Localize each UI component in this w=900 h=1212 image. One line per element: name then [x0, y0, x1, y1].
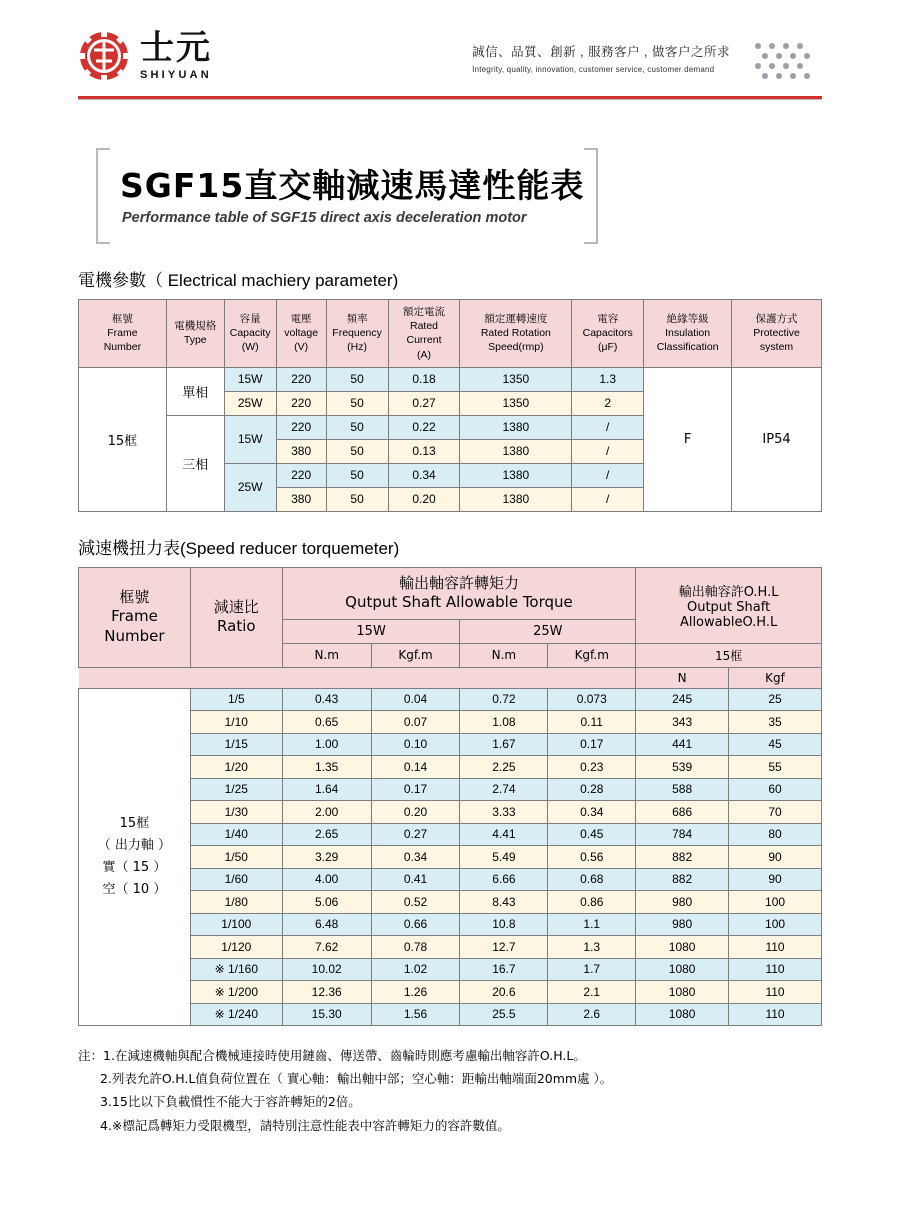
cell-kgfm-25w: 1.1 [548, 913, 636, 936]
cell-rated-current: 0.18 [388, 367, 460, 391]
col-subheader-15w: 15W [282, 619, 460, 643]
cell-kgfm-15w: 1.56 [371, 1003, 460, 1026]
cell-ohl-n: 441 [636, 733, 729, 756]
cell-ratio: 1/10 [190, 711, 282, 734]
table-row [79, 367, 822, 391]
slogan-cn: 誠信、品質、創新 , 服務客户 , 做客户之所求 [472, 45, 730, 59]
cell-rated-speed: 1380 [460, 463, 572, 487]
cell-kgfm-25w: 0.56 [548, 846, 636, 869]
cell-nm-15w: 2.65 [282, 823, 371, 846]
page-title [96, 148, 616, 244]
table-row [79, 913, 822, 936]
cell-frequency: 50 [326, 415, 388, 439]
cell-nm-25w: 12.7 [460, 936, 548, 959]
cell-kgfm-15w: 0.07 [371, 711, 460, 734]
cell-frame-label [79, 688, 191, 1026]
cell-ohl-kgf: 25 [729, 688, 822, 711]
cell-kgfm-25w: 0.34 [548, 801, 636, 824]
cell-nm-15w: 2.00 [282, 801, 371, 824]
col-allowable-ohl-cn: 輸出軸容許O.H.L [678, 584, 779, 600]
col-frame-number-cn: 框號 [111, 313, 133, 326]
cell-kgfm-25w: 0.28 [548, 778, 636, 801]
cell-kgfm-15w: 1.02 [371, 958, 460, 981]
cell-nm-15w: 12.36 [282, 981, 371, 1004]
cell-ohl-kgf: 110 [729, 958, 822, 981]
col-voltage-en: voltage [284, 327, 319, 340]
cell-capacitors: / [572, 439, 644, 463]
cell-capacitors: / [572, 463, 644, 487]
cell-nm-15w: 7.62 [282, 936, 371, 959]
slogan-en: Integrity, quality, innovation, customer service, customer demand [472, 65, 715, 74]
table-row [79, 1003, 822, 1026]
footnote-3: 3.15比以下負載慣性不能大于容許轉矩的2倍。 [100, 1094, 361, 1110]
cell-kgfm-15w: 0.66 [371, 913, 460, 936]
col-rated-speed [460, 300, 572, 368]
cell-ratio: 1/30 [190, 801, 282, 824]
col-unit-kgf: Kgf [729, 667, 822, 688]
col-rated-current-unit: (A) [417, 348, 432, 361]
section-heading-torque [78, 534, 900, 559]
cell-insulation: F [644, 367, 732, 511]
col-allowable-ohl-en-2: AllowableO.H.L [679, 614, 778, 630]
cell-ohl-n: 1080 [636, 958, 729, 981]
col-insulation-en-1: Insulation [665, 327, 711, 340]
cell-kgfm-15w: 0.52 [371, 891, 460, 914]
cell-kgfm-15w: 0.20 [371, 801, 460, 824]
col-frequency-unit: (Hz) [347, 341, 367, 354]
cell-ratio: 1/120 [190, 936, 282, 959]
cell-nm-25w: 4.41 [460, 823, 548, 846]
col-capacitors-cn: 電容 [597, 313, 619, 326]
footnote-2: 2.列表允許O.H.L值負荷位置在（ 實心軸：輸出軸中部；空心軸：距輸出軸端面20mm處 ）。 [100, 1071, 613, 1087]
page-header [0, 0, 900, 110]
col-type [166, 300, 224, 368]
cell-frame-number: 15框 [79, 367, 167, 511]
col-subheader-frame15: 15框 [636, 643, 822, 667]
col-protective-en-2: system [759, 341, 794, 354]
table-row [79, 958, 822, 981]
table-row [79, 801, 822, 824]
col-ratio [190, 567, 282, 667]
title-bracket-left [96, 148, 110, 244]
col-frame-number [79, 567, 191, 667]
col-type-en: Type [183, 334, 207, 347]
cell-capacitors: 1.3 [572, 367, 644, 391]
decorative-dots [752, 40, 822, 85]
col-insulation-en-2: Classification [656, 341, 719, 354]
cell-ohl-kgf: 100 [729, 913, 822, 936]
col-unit-nm-25w: N.m [460, 643, 548, 667]
cell-capacitors: / [572, 487, 644, 511]
logo-name-en: SHIYUAN [140, 69, 212, 81]
col-allowable-torque-cn: 輸出軸容許轉矩力 [398, 573, 519, 592]
table-header-row [79, 300, 822, 368]
footnotes [78, 1044, 900, 1137]
cell-ratio: 1/15 [190, 733, 282, 756]
col-capacity-en: Capacity [229, 327, 271, 340]
table-row [79, 891, 822, 914]
cell-kgfm-25w: 1.7 [548, 958, 636, 981]
cell-ohl-n: 1080 [636, 1003, 729, 1026]
cell-kgfm-25w: 2.1 [548, 981, 636, 1004]
table-row [79, 733, 822, 756]
cell-ohl-n: 882 [636, 846, 729, 869]
cell-kgfm-25w: 0.11 [548, 711, 636, 734]
section1-heading-cn: 電機參數 [78, 271, 146, 291]
cell-ratio: 1/25 [190, 778, 282, 801]
cell-kgfm-25w: 0.68 [548, 868, 636, 891]
col-type-cn: 電機規格 [174, 320, 217, 333]
title-cn: SGF15直交軸減速馬達性能表 [120, 166, 585, 205]
table-header-row [79, 667, 822, 688]
col-insulation-cn: 絶緣等級 [666, 313, 709, 326]
cell-kgfm-15w: 0.04 [371, 688, 460, 711]
col-voltage-unit: (V) [294, 341, 309, 354]
cell-voltage: 220 [276, 367, 326, 391]
col-allowable-torque [282, 567, 635, 619]
cell-nm-25w: 16.7 [460, 958, 548, 981]
cell-kgfm-25w: 0.45 [548, 823, 636, 846]
cell-ohl-kgf: 100 [729, 891, 822, 914]
cell-ohl-n: 1080 [636, 936, 729, 959]
table-row [79, 936, 822, 959]
cell-nm-25w: 8.43 [460, 891, 548, 914]
cell-rated-speed: 1350 [460, 391, 572, 415]
cell-kgfm-15w: 0.41 [371, 868, 460, 891]
cell-ohl-kgf: 45 [729, 733, 822, 756]
cell-frequency: 50 [326, 367, 388, 391]
table-row [79, 688, 822, 711]
cell-kgfm-15w: 1.26 [371, 981, 460, 1004]
cell-ohl-n: 882 [636, 868, 729, 891]
cell-ratio: 1/50 [190, 846, 282, 869]
col-frame-number-cn: 框號 [119, 587, 150, 606]
cell-ohl-n: 686 [636, 801, 729, 824]
cell-ohl-n: 245 [636, 688, 729, 711]
cell-ratio: 1/20 [190, 756, 282, 779]
cell-nm-25w: 20.6 [460, 981, 548, 1004]
cell-nm-15w: 1.35 [282, 756, 371, 779]
col-rated-current [388, 300, 460, 368]
cell-nm-25w: 5.49 [460, 846, 548, 869]
table-row [79, 778, 822, 801]
logo-name-cn: 士元 [140, 28, 212, 68]
cell-nm-15w: 1.64 [282, 778, 371, 801]
cell-nm-25w: 0.72 [460, 688, 548, 711]
col-unit-nm-15w: N.m [282, 643, 371, 667]
cell-nm-25w: 6.66 [460, 868, 548, 891]
col-ratio-cn: 減速比 [213, 597, 259, 616]
cell-kgfm-25w: 2.6 [548, 1003, 636, 1026]
col-capacity-unit: (W) [241, 341, 259, 354]
table-row [79, 711, 822, 734]
cell-ohl-kgf: 80 [729, 823, 822, 846]
company-logo [78, 30, 212, 82]
cell-voltage: 220 [276, 415, 326, 439]
cell-kgfm-15w: 0.78 [371, 936, 460, 959]
col-rated-current-en-1: Rated [410, 320, 439, 333]
col-frame-number-en-2: Number [103, 341, 142, 354]
cell-nm-25w: 2.25 [460, 756, 548, 779]
cell-nm-25w: 1.08 [460, 711, 548, 734]
cell-rated-current: 0.27 [388, 391, 460, 415]
col-capacitors-unit: (μF) [597, 341, 618, 354]
cell-nm-25w: 3.33 [460, 801, 548, 824]
table-header-row [79, 567, 822, 619]
col-frame-number-en-1: Frame [111, 607, 158, 626]
cell-frame-label-4: 空（ 10 ） [102, 882, 167, 898]
cell-ohl-n: 343 [636, 711, 729, 734]
cell-nm-15w: 15.30 [282, 1003, 371, 1026]
cell-frequency: 50 [326, 391, 388, 415]
col-protective-en-1: Protective [753, 327, 800, 340]
cell-ohl-n: 980 [636, 891, 729, 914]
cell-ohl-kgf: 110 [729, 981, 822, 1004]
company-slogan [472, 42, 730, 74]
cell-capacitors: / [572, 415, 644, 439]
col-protective-cn: 保護方式 [755, 313, 798, 326]
cell-ohl-n: 980 [636, 913, 729, 936]
col-ratio-en: Ratio [217, 617, 256, 636]
speed-reducer-torque-table [78, 567, 822, 1027]
cell-ratio: 1/80 [190, 891, 282, 914]
col-allowable-ohl-en-1: Output Shaft [686, 599, 771, 615]
col-unit-kgfm-15w: Kgf.m [371, 643, 460, 667]
cell-ohl-n: 1080 [636, 981, 729, 1004]
cell-nm-15w: 3.29 [282, 846, 371, 869]
table-row [79, 823, 822, 846]
title-en: Performance table of SGF15 direct axis deceleration motor [122, 210, 527, 226]
cell-voltage: 380 [276, 487, 326, 511]
cell-nm-25w: 25.5 [460, 1003, 548, 1026]
cell-kgfm-15w: 0.27 [371, 823, 460, 846]
col-protective [732, 300, 822, 368]
cell-frequency: 50 [326, 439, 388, 463]
cell-ratio: ※ 1/240 [190, 1003, 282, 1026]
col-capacitors-en: Capacitors [582, 327, 633, 340]
cell-kgfm-25w: 1.3 [548, 936, 636, 959]
col-voltage [276, 300, 326, 368]
col-capacity [224, 300, 276, 368]
cell-ratio: ※ 1/160 [190, 958, 282, 981]
cell-kgfm-15w: 0.14 [371, 756, 460, 779]
cell-capacitors: 2 [572, 391, 644, 415]
col-insulation [644, 300, 732, 368]
section2-heading-en: (Speed reducer torquemeter) [180, 538, 400, 558]
cell-ohl-kgf: 60 [729, 778, 822, 801]
cell-nm-15w: 5.06 [282, 891, 371, 914]
col-frame-number-en-1: Frame [107, 327, 138, 340]
col-capacitors [572, 300, 644, 368]
cell-rated-current: 0.22 [388, 415, 460, 439]
cell-ohl-kgf: 55 [729, 756, 822, 779]
col-rated-speed-en-1: Rated Rotation [480, 327, 551, 340]
col-rated-current-en-2: Current [406, 334, 442, 347]
col-rated-speed-cn: 額定運轉速度 [484, 313, 548, 326]
cell-rated-current: 0.34 [388, 463, 460, 487]
cell-rated-speed: 1380 [460, 415, 572, 439]
col-allowable-torque-en: Qutput Shaft Allowable Torque [345, 593, 573, 612]
table-row [79, 756, 822, 779]
col-voltage-cn: 電壓 [290, 313, 312, 326]
cell-ohl-kgf: 70 [729, 801, 822, 824]
cell-nm-15w: 6.48 [282, 913, 371, 936]
cell-nm-15w: 0.43 [282, 688, 371, 711]
cell-rated-speed: 1350 [460, 367, 572, 391]
cell-ratio: ※ 1/200 [190, 981, 282, 1004]
cell-nm-15w: 10.02 [282, 958, 371, 981]
cell-ratio: 1/100 [190, 913, 282, 936]
col-unit-n: N [636, 667, 729, 688]
electrical-parameter-table [78, 299, 822, 512]
col-frame-number-en-2: Number [104, 626, 165, 645]
cell-frequency: 50 [326, 463, 388, 487]
cell-frame-label-2: （ 出力軸 ） [97, 837, 172, 853]
cell-ohl-kgf: 90 [729, 846, 822, 869]
cell-ohl-kgf: 110 [729, 1003, 822, 1026]
footnote-4: 4.※標記爲轉矩力受限機型，請特別注意性能表中容許轉矩力的容許數值。 [100, 1117, 510, 1133]
cell-frequency: 50 [326, 487, 388, 511]
col-allowable-ohl [636, 567, 822, 643]
cell-capacity: 15W [224, 367, 276, 391]
cell-protective: IP54 [732, 367, 822, 511]
cell-voltage: 220 [276, 463, 326, 487]
cell-nm-15w: 4.00 [282, 868, 371, 891]
col-rated-current-cn: 額定電流 [403, 306, 446, 318]
cell-capacity: 25W [224, 463, 276, 511]
col-frequency-cn: 頻率 [346, 313, 368, 326]
cell-ratio: 1/5 [190, 688, 282, 711]
cell-ohl-kgf: 90 [729, 868, 822, 891]
cell-kgfm-25w: 0.23 [548, 756, 636, 779]
cell-ohl-kgf: 110 [729, 936, 822, 959]
cell-frame-label-1: 15框 [119, 815, 150, 831]
cell-capacity: 25W [224, 391, 276, 415]
cell-ohl-kgf: 35 [729, 711, 822, 734]
cell-kgfm-15w: 0.10 [371, 733, 460, 756]
cell-rated-speed: 1380 [460, 487, 572, 511]
cell-phase-single: 單相 [166, 367, 224, 415]
title-bracket-right [584, 148, 598, 244]
cell-ratio: 1/60 [190, 868, 282, 891]
cell-rated-current: 0.20 [388, 487, 460, 511]
cell-nm-25w: 10.8 [460, 913, 548, 936]
cell-voltage: 220 [276, 391, 326, 415]
cell-nm-15w: 0.65 [282, 711, 371, 734]
table-row [79, 981, 822, 1004]
col-unit-kgfm-25w: Kgf.m [548, 643, 636, 667]
logo-text [140, 28, 212, 81]
cell-ratio: 1/40 [190, 823, 282, 846]
col-capacity-cn: 容量 [239, 313, 261, 326]
table-row [79, 846, 822, 869]
table-row [79, 868, 822, 891]
col-subheader-25w: 25W [460, 619, 636, 643]
cell-kgfm-15w: 0.34 [371, 846, 460, 869]
cell-nm-25w: 2.74 [460, 778, 548, 801]
cell-kgfm-25w: 0.86 [548, 891, 636, 914]
logo-gear-icon [78, 30, 130, 82]
cell-kgfm-25w: 0.073 [548, 688, 636, 711]
cell-nm-25w: 1.67 [460, 733, 548, 756]
cell-frame-label-3: 實（ 15 ） [102, 859, 167, 875]
cell-rated-speed: 1380 [460, 439, 572, 463]
footnote-1: 注：1.在減速機軸與配合機械連接時使用鏈齒、傳送帶、齒輪時則應考慮輸出軸容許O.H.L。 [78, 1048, 586, 1064]
col-rated-speed-en-2: Speed(rmp) [488, 341, 544, 354]
cell-kgfm-15w: 0.17 [371, 778, 460, 801]
section-heading-electrical [78, 266, 900, 291]
header-divider [78, 96, 822, 99]
cell-rated-current: 0.13 [388, 439, 460, 463]
section2-heading-cn: 減速機扭力表 [78, 538, 180, 559]
cell-ohl-n: 588 [636, 778, 729, 801]
section1-heading-en: （ Electrical machiery parameter) [146, 271, 399, 290]
cell-phase-three: 三相 [166, 415, 224, 511]
cell-ohl-n: 784 [636, 823, 729, 846]
col-frame-number [79, 300, 167, 368]
col-frequency [326, 300, 388, 368]
cell-nm-15w: 1.00 [282, 733, 371, 756]
cell-voltage: 380 [276, 439, 326, 463]
col-frequency-en: Frequency [332, 327, 382, 340]
cell-ohl-n: 539 [636, 756, 729, 779]
cell-capacity: 15W [224, 415, 276, 463]
cell-kgfm-25w: 0.17 [548, 733, 636, 756]
